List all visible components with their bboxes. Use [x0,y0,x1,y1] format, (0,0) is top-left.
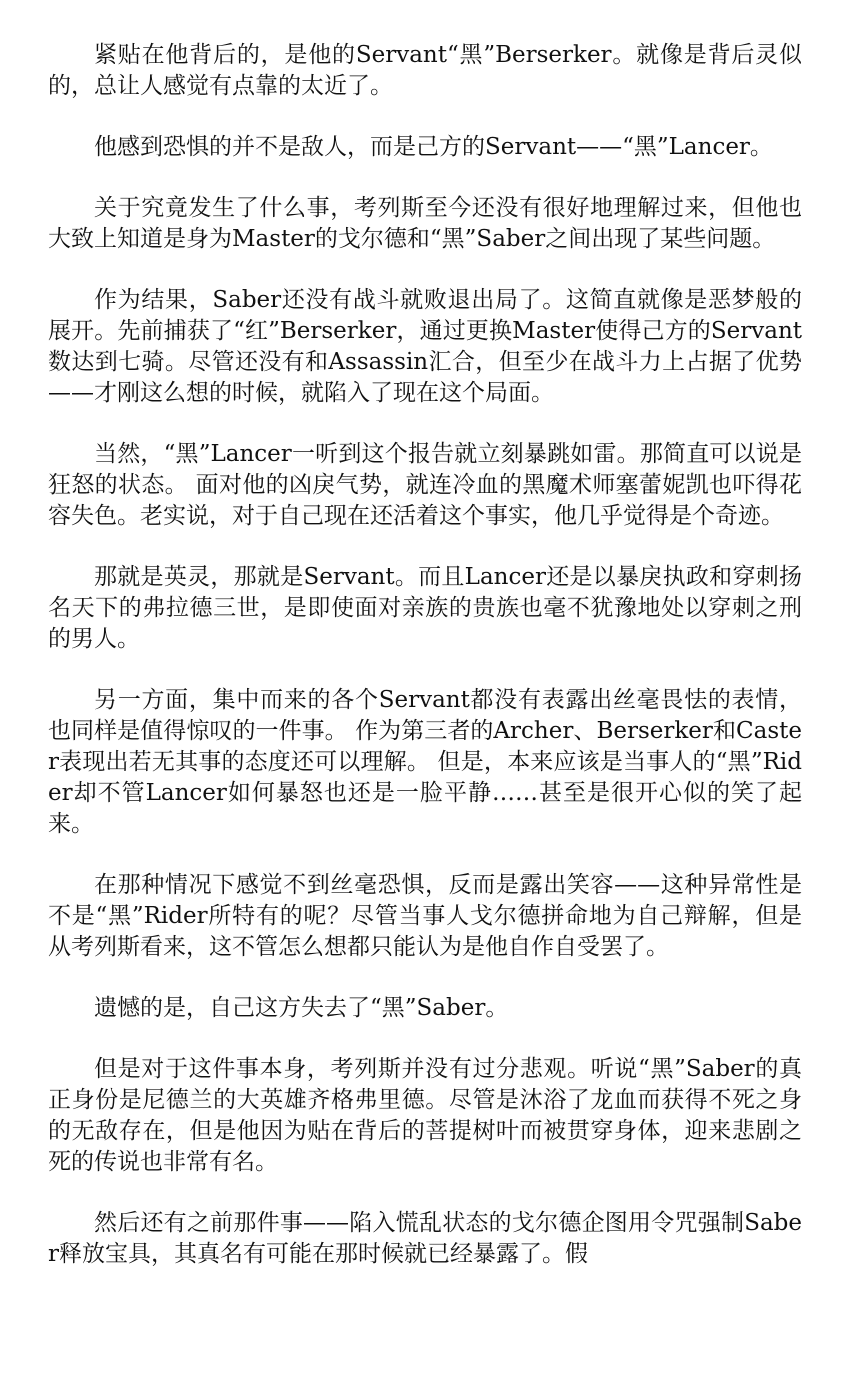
paragraph-4: 作为结果，Saber还没有战斗就败退出局了。这简直就像是恶梦般的展开。先前捕获了“红”Berserker，通过更换Master使得己方的Servant数达到七骑。尽管还没有和Assassin汇合，但至少在战斗力上占据了优势——才刚这么想的时候，就陷入了现在这个局面。 [48,287,802,406]
paragraph-6: 那就是英灵，那就是Servant。而且Lancer还是以暴戾执政和穿刺扬名天下的弗拉德三世，是即使面对亲族的贵族也毫不犹豫地处以穿刺之刑的男人。 [48,564,802,652]
paragraph-1: 紧贴在他背后的，是他的Servant“黑”Berserker。就像是背后灵似的，总让人感觉有点靠的太近了。 [48,42,802,99]
paragraph-9: 遗憾的是，自己这方失去了“黑”Saber。 [94,995,509,1021]
paragraph-8: 在那种情况下感觉不到丝毫恐惧，反而是露出笑容——这种异常性是不是“黑”Rider所特有的呢？尽管当事人戈尔德拼命地为自己辩解，但是从考列斯看来，这不管怎么想都只能认为是他自作自受罢了。 [48,872,802,960]
paragraph-7: 另一方面，集中而来的各个Servant都没有表露出丝毫畏怯的表情，也同样是值得惊叹的一件事。 作为第三者的Archer、Berserker和Caster表现出若无其事的态度还可以理解。 但是，本来应该是当事人的“黑”Rider却不管Lancer如何暴怒也还是一脸平静……甚至是很开心似的笑了起来。 [48,687,802,837]
paragraph-3: 关于究竟发生了什么事，考列斯至今还没有很好地理解过来，但他也大致上知道是身为Master的戈尔德和“黑”Saber之间出现了某些问题。 [48,195,802,252]
paragraph-11: 然后还有之前那件事——陷入慌乱状态的戈尔德企图用令咒强制Saber释放宝具，其真名有可能在那时候就已经暴露了。假 [48,1210,802,1267]
paragraph-10: 但是对于这件事本身，考列斯并没有过分悲观。听说“黑”Saber的真正身份是尼德兰的大英雄齐格弗里德。尽管是沐浴了龙血而获得不死之身的无敌存在，但是他因为贴在背后的菩提树叶而被贯穿身体，迎来悲剧之死的传说也非常有名。 [48,1056,802,1175]
paragraph-5: 当然，“黑”Lancer一听到这个报告就立刻暴跳如雷。那简直可以说是狂怒的状态。 面对他的凶戾气势，就连冷血的黑魔术师塞蕾妮凯也吓得花容失色。老实说，对于自己现在还活着这个事实，他几乎觉得是个奇迹。 [48,441,802,529]
paragraph-2: 他感到恐惧的并不是敌人，而是己方的Servant——“黑”Lancer。 [94,134,773,160]
